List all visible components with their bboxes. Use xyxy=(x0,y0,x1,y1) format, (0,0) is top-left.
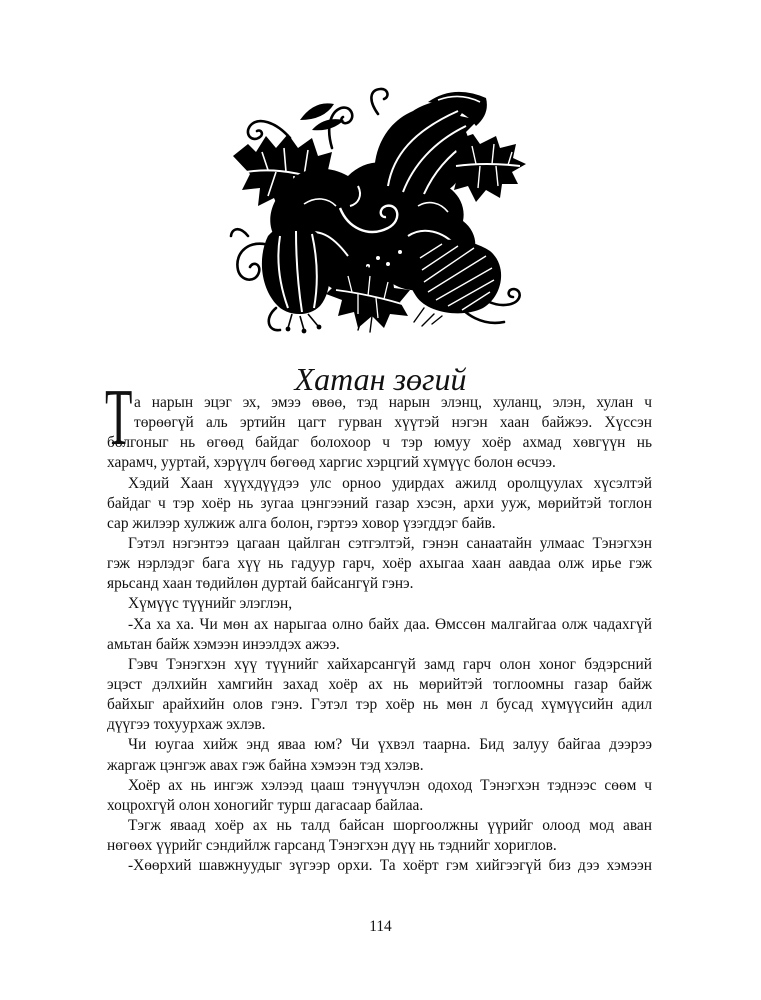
drop-cap: Т xyxy=(105,374,133,462)
text-line: Тэгж яваад хоёр ах нь талд байсан шоргоолжны үүрийг олоод мод аван xyxy=(128,816,652,834)
text-line: Чи юугаа хийж энд яваа юм? Чи үхвэл таарна. Бид залуу байгаа дээрээ xyxy=(128,736,652,754)
paragraph xyxy=(107,615,652,655)
text-line: ярьсанд хаан төдийлөн дуртай байсангүй гэнэ. xyxy=(107,575,414,593)
small-top-leaves xyxy=(300,103,344,130)
paragraph xyxy=(107,856,652,876)
text-line: амьтан байж хэмээн инээлдэх ажээ. xyxy=(107,635,340,653)
paragraph xyxy=(107,735,652,775)
text-line: эцэст дэлхийн хамгийн захад хоёр ах нь мөрийтэй тоглоомны газар байж xyxy=(107,675,652,693)
story-text xyxy=(107,393,652,876)
text-line: Хүмүүс түүнийг элэглэн, xyxy=(128,595,293,613)
text-line: харамч, ууртай, хэрүүлч бөгөөд харгис хэрцгий хүмүүс болон өсчээ. xyxy=(107,454,556,472)
text-line: дүүгээ тохуурхаж эхлэв. xyxy=(107,716,266,734)
paragraph xyxy=(107,534,652,594)
text-line: болгоныг нь өгөөд байдаг болохоор ч тэр юмуу хоёр ахмад хөвгүүн нь xyxy=(107,434,652,452)
text-line: Гэтэл нэгэнтээ цагаан цайлган сэтгэлтэй, гэнэн санаатайн улмаас Тэнэгхэн xyxy=(128,534,652,552)
text-line: сар жилээр хулжиж алга болон, гэртээ ховор үзэгддэг байв. xyxy=(107,514,496,532)
lower-right-hatched-leaf xyxy=(407,240,501,314)
paragraph xyxy=(107,816,652,856)
text-line: Хоёр ах нь ингэж хэлээд цааш тэнүүчлэн одоход Тэнэгхэн тэднээс сөөм ч xyxy=(128,776,652,794)
text-line: байхыг арайхийн олов гэнэ. Гэтэл тэр хоёр нь мөн л бусад хүмүүсийн адил xyxy=(107,696,652,714)
lower-left-bell-flower xyxy=(262,224,330,333)
text-line: -Ха ха ха. Чи мөн ах нарыгаа олно байх даа. Өмссөн малгайгаа олж чадахгүй xyxy=(128,615,652,633)
text-line: Хэдий Хаан хүүхдүүдээ улс орноо удирдах ажилд оролцуулах хүсэлтэй xyxy=(128,474,652,492)
paragraph xyxy=(107,393,652,474)
text-line: байдаг ч тэр хоёр нь зугаа цэнгээний газар хэсэн, архи ууж, мөрийтэй тоглон xyxy=(107,494,652,512)
page-title: Хатан зөгий xyxy=(294,361,467,398)
right-leaf xyxy=(446,134,526,202)
page-number: 114 xyxy=(369,918,392,935)
text-line: Гэвч Тэнэгхэн хүү түүнийг хайхарсангүй замд гарч олон хоног бэдэрсний xyxy=(128,655,652,673)
text-line: жаргаж цэнгэж авах гэж байна хэмээн тэд хэлэв. xyxy=(107,756,424,774)
text-line: төрөөгүй аль эртийн цагт гурван хүүтэй нэгэн хаан байжээ. Хүссэн xyxy=(134,414,652,432)
paragraph xyxy=(107,474,652,534)
paragraph xyxy=(107,594,652,614)
text-line: нөгөөх үүрийг сэндийлж гарсанд Тэнэгхэн дүү нь тэднийг хориглов. xyxy=(107,837,557,855)
floral-woodcut-icon xyxy=(228,86,528,334)
text-line: а нарын эцэг эх, эмээ өвөө, тэд нарын элэнц, хуланц, элэн, хулан ч xyxy=(134,394,652,411)
paragraph xyxy=(107,655,652,736)
paragraph xyxy=(107,776,652,816)
text-line: гэж нэрлэдэг бага хүү нь гадуур гарч, хоёр ахыгаа хаан аавдаа олж ирье гэж xyxy=(107,555,652,573)
text-line: -Хөөрхий шавжнуудыг зүгээр орхи. Та хоёрт гэм хийгээгүй биз дээ хэмээн xyxy=(128,857,652,875)
text-line: хоцрохгүй олон хоногийг турш дагасаар байлаа. xyxy=(107,796,424,814)
